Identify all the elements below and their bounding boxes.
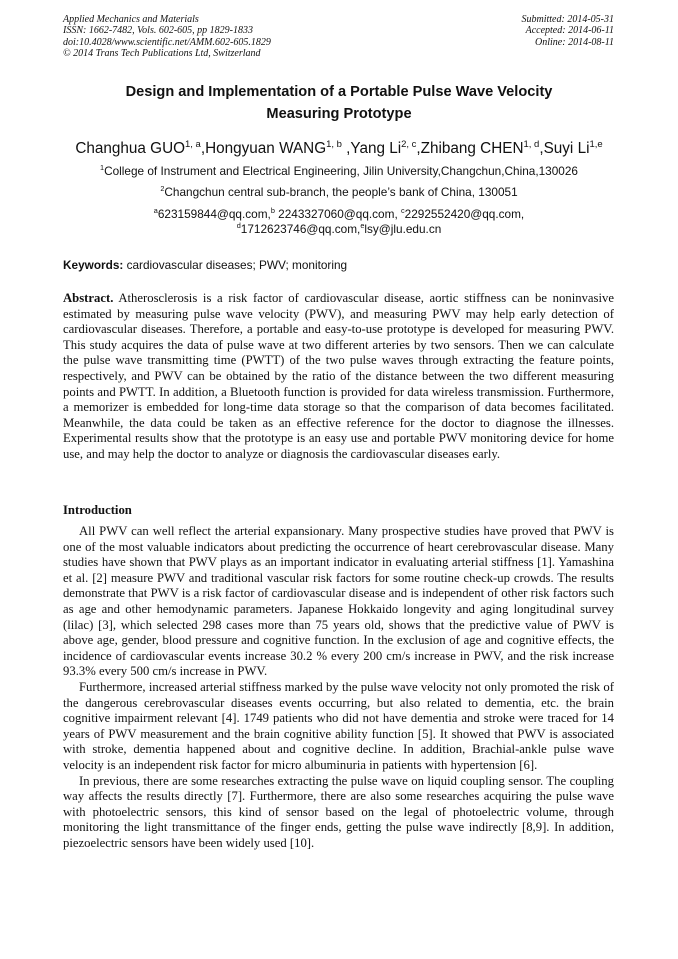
- journal-info: [63, 14, 271, 59]
- introduction-body: [63, 524, 614, 851]
- keywords: [63, 258, 614, 273]
- affiliation-text: College of Instrument and Electrical Engineering, Jilin University,Changchun,China,130026: [104, 164, 578, 178]
- title-line-1: Design and Implementation of a Portable Pulse Wave Velocity: [125, 84, 553, 100]
- issn: ISSN: 1662-7482, Vols. 602-605, pp 1829-1833: [63, 25, 253, 37]
- email-link[interactable]: 1712623746@qq.com,: [240, 221, 361, 236]
- paragraph: All PWV can well reflect the arterial expansionary. Many prospective studies have proved that PWV is one of the most valuable indicators about predicting the occurrence of heart cerebrovascular disease. Many studies have shown that PWV plays as an important indicator in evaluating arterial stiffness [1]. Yamashina et al. [2] measure PWV and traditional vascular risk factors for some routine check-up crowds. The results demonstrate that PWV is a risk factor of cardiovascular disease and is independent of other risk factors such as age and other hemodynamic parameters. Japanese Hokkaido longevity and aging longitudinal survey (lilac) [3], which selected 298 cases more than 75 years old, shows that the predictive value of PWV is above age, gender, blood pressure and cognitive function. In the exclusion of age and cognitive effects, the incidence of cardiovascular events increase 30.2 % every 200 cm/s increase in PWV, and the risk increase 93.3% every 500 cm/s increase in PWV.: [63, 524, 614, 679]
- author-name: Changhua GUO: [75, 140, 186, 157]
- email-sup: d: [236, 220, 241, 230]
- author-name: Hongyuan WANG: [205, 140, 327, 157]
- author-sup: 1, b: [326, 138, 342, 150]
- author-sup: 1, d: [523, 138, 540, 150]
- email-sup: c: [401, 206, 405, 216]
- email-link[interactable]: 2292552420@qq.com,: [404, 207, 525, 221]
- email-line-1: [60, 207, 618, 222]
- author-sep: ,: [539, 140, 544, 157]
- abstract: [63, 291, 614, 463]
- affiliation-sup: 1: [100, 163, 105, 173]
- email-link[interactable]: 2243327060@qq.com,: [274, 207, 401, 221]
- affiliation-2: [40, 185, 638, 200]
- email-link[interactable]: 623159844@qq.com,: [157, 207, 271, 221]
- paper-title: [60, 81, 618, 125]
- author-name: Zhibang CHEN: [420, 140, 524, 157]
- affiliation-1: [40, 164, 638, 179]
- accepted-date: Accepted: 2014-06-11: [525, 25, 614, 37]
- title-line-2: Measuring Prototype: [266, 106, 412, 122]
- submitted-date: Submitted: 2014-05-31: [521, 14, 614, 25]
- author-sup: 2, c: [401, 138, 417, 150]
- email-line-2: [60, 222, 618, 237]
- author-sep: ,: [341, 140, 351, 157]
- author-sup: 1, a: [185, 138, 201, 150]
- section-heading-introduction: Introduction: [63, 503, 132, 517]
- email-link[interactable]: lsy@jlu.edu.cn: [364, 221, 442, 236]
- email-sup: b: [270, 206, 275, 216]
- paragraph: In previous, there are some researches extracting the pulse wave on liquid coupling sensor. The coupling way affects the results directly [7]. Furthermore, there are also some researches acquiring the pulse wave with photoelectric sensors, this kind of sensor based on the legal of photoelectric volume, through monitoring the light transmittance of the finger ends, getting the pulse wave indirectly [8,9]. In addition, piezoelectric sensors have been widely used [10].: [63, 773, 614, 850]
- abstract-label: Abstract.: [63, 291, 114, 305]
- author-name: Suyi Li: [543, 140, 590, 157]
- online-date: Online: 2014-08-11: [535, 36, 614, 48]
- paragraph: Furthermore, increased arterial stiffness marked by the pulse wave velocity not only promoted the risk of the dangerous cerebrovascular diseases events occurring, but also related to dementia, etc. the brain cognitive impairment relevant [4]. 1749 patients who did not have dementia and stroke were traced for 14 years of PWV measurement and the brain cognitive ability function [5]. It showed that PWV is associated with stroke, dementia happened about and cognitive decline. In addition, Brachial-ankle pulse wave velocity is an independent risk factor for micro albuminuria in patients with hypertension [6].: [63, 679, 614, 772]
- keywords-label: Keywords:: [63, 258, 124, 272]
- email-sup: e: [360, 220, 365, 230]
- affiliation-sup: 2: [160, 184, 165, 194]
- author-sep: ,: [416, 140, 421, 157]
- author-sep: ,: [200, 140, 206, 157]
- dates-info: [522, 14, 615, 48]
- abstract-text: Atherosclerosis is a risk factor of cardiovascular disease, aortic stiffness can be noninvasive estimated by measuring pulse wave velocity (PWV), and measuring PWV may help early detection of cardiovascular diseases. Therefore, a portable and easy-to-use prototype is developed for measuring PWV. This study acquires the data of pulse wave at two different arteries by two sensors. Then we can calculate the pulse wave transmitting time (PWTT) of the two pulse waves through extracting the feature points, respectively, and PWV can be obtained by the ratio of the distance between the two different measuring points and PWTT. In addition, a Bluetooth function is provided for data wireless transmission. Furthermore, a memorizer is embedded for long-time data storage so that the comparison of data becomes facilitated. Meanwhile, the data could be taken as an effective reference for the doctor to diagnose the illnesses. Experimental results show that the prototype is an easy use and portable PWV monitoring device for home use, and may help the doctor to analyze or diagnosis the cardiovascular diseases early.: [63, 291, 614, 461]
- journal-name: Applied Mechanics and Materials: [63, 14, 199, 25]
- author-list: [40, 139, 638, 159]
- copyright: © 2014 Trans Tech Publications Ltd, Switzerland: [63, 47, 261, 59]
- author-sup: 1,e: [589, 138, 603, 150]
- author-name: Yang Li: [350, 140, 402, 157]
- email-list: [60, 207, 618, 236]
- affiliation-text: Changchun central sub-branch, the people’s bank of China, 130051: [164, 185, 518, 199]
- email-sup: a: [153, 206, 158, 216]
- keywords-text: cardiovascular diseases; PWV; monitoring: [123, 258, 348, 272]
- doi: doi:10.4028/www.scientific.net/AMM.602-605.1829: [63, 36, 271, 48]
